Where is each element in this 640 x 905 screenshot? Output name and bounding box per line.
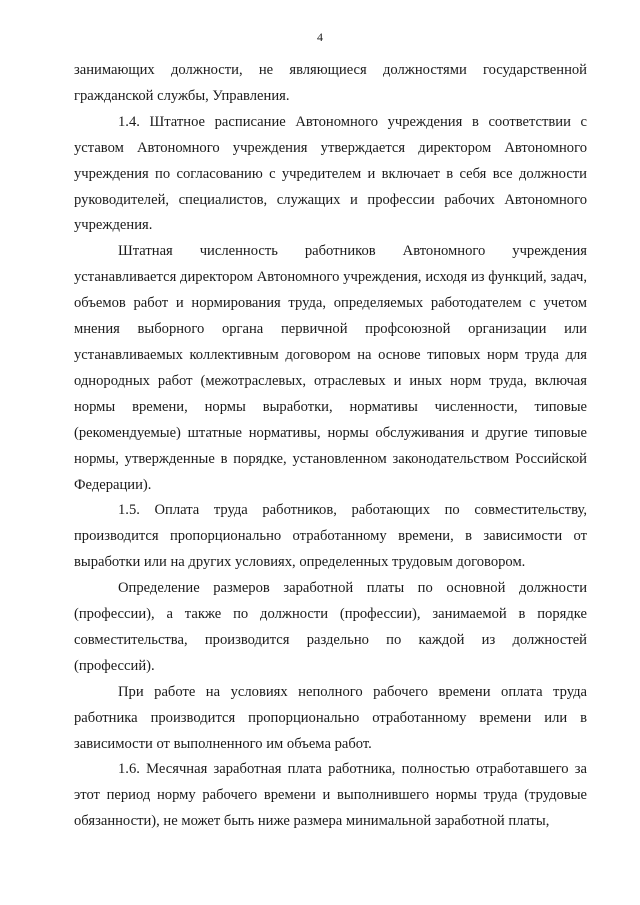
paragraph: Определение размеров заработной платы по основной должности (профессии), а также по должности (профессии), занимаемой в порядке совместительства, производится раздельно по каждой из должностей (профессий). xyxy=(74,580,587,674)
paragraph: 1.6. Месячная заработная плата работника, полностью отработавшего за этот период норму рабочего времени и выполнившего нормы труда (трудовые обязанности), не может быть ниже размера минимальной заработной платы, xyxy=(74,761,587,830)
paragraph: 1.5. Оплата труда работников, работающих по совместительству, производится пропорционально отработанному времени, в зависимости от выработки или на других условиях, определенных трудовым договором. xyxy=(74,502,587,571)
paragraph: занимающих должности, не являющиеся должностями государственной гражданской службы, Управления. xyxy=(74,62,587,104)
paragraph: Штатная численность работников Автономного учреждения устанавливается директором Автономного учреждения, исходя из функций, задач, объемов работ и нормирования труда, определяемых работодателем с учетом мнения выборного органа первичной профсоюзной организации или устанавливаемых коллективным договором на основе типовых норм труда для однородных работ (межотраслевых, отраслевых и иных норм труда, включая нормы времени, нормы выработки, нормативы численности, типовые (рекомендуемые) штатные нормативы, нормы обслуживания и другие типовые нормы, утвержденные в порядке, установленном законодательством Российской Федерации). xyxy=(74,243,587,493)
page-number: 4 xyxy=(317,30,323,44)
paragraph: 1.4. Штатное расписание Автономного учреждения в соответствии с уставом Автономного учреждения утверждается директором Автономного учреждения по согласованию с учредителем и включает в себя все должности руководителей, специалистов, служащих и профессии рабочих Автономного учреждения. xyxy=(74,113,587,234)
paragraph: При работе на условиях неполного рабочего времени оплата труда работника производится пропорционально отработанному времени или в зависимости от выполненного им объема работ. xyxy=(74,683,587,752)
document-body xyxy=(74,58,587,835)
